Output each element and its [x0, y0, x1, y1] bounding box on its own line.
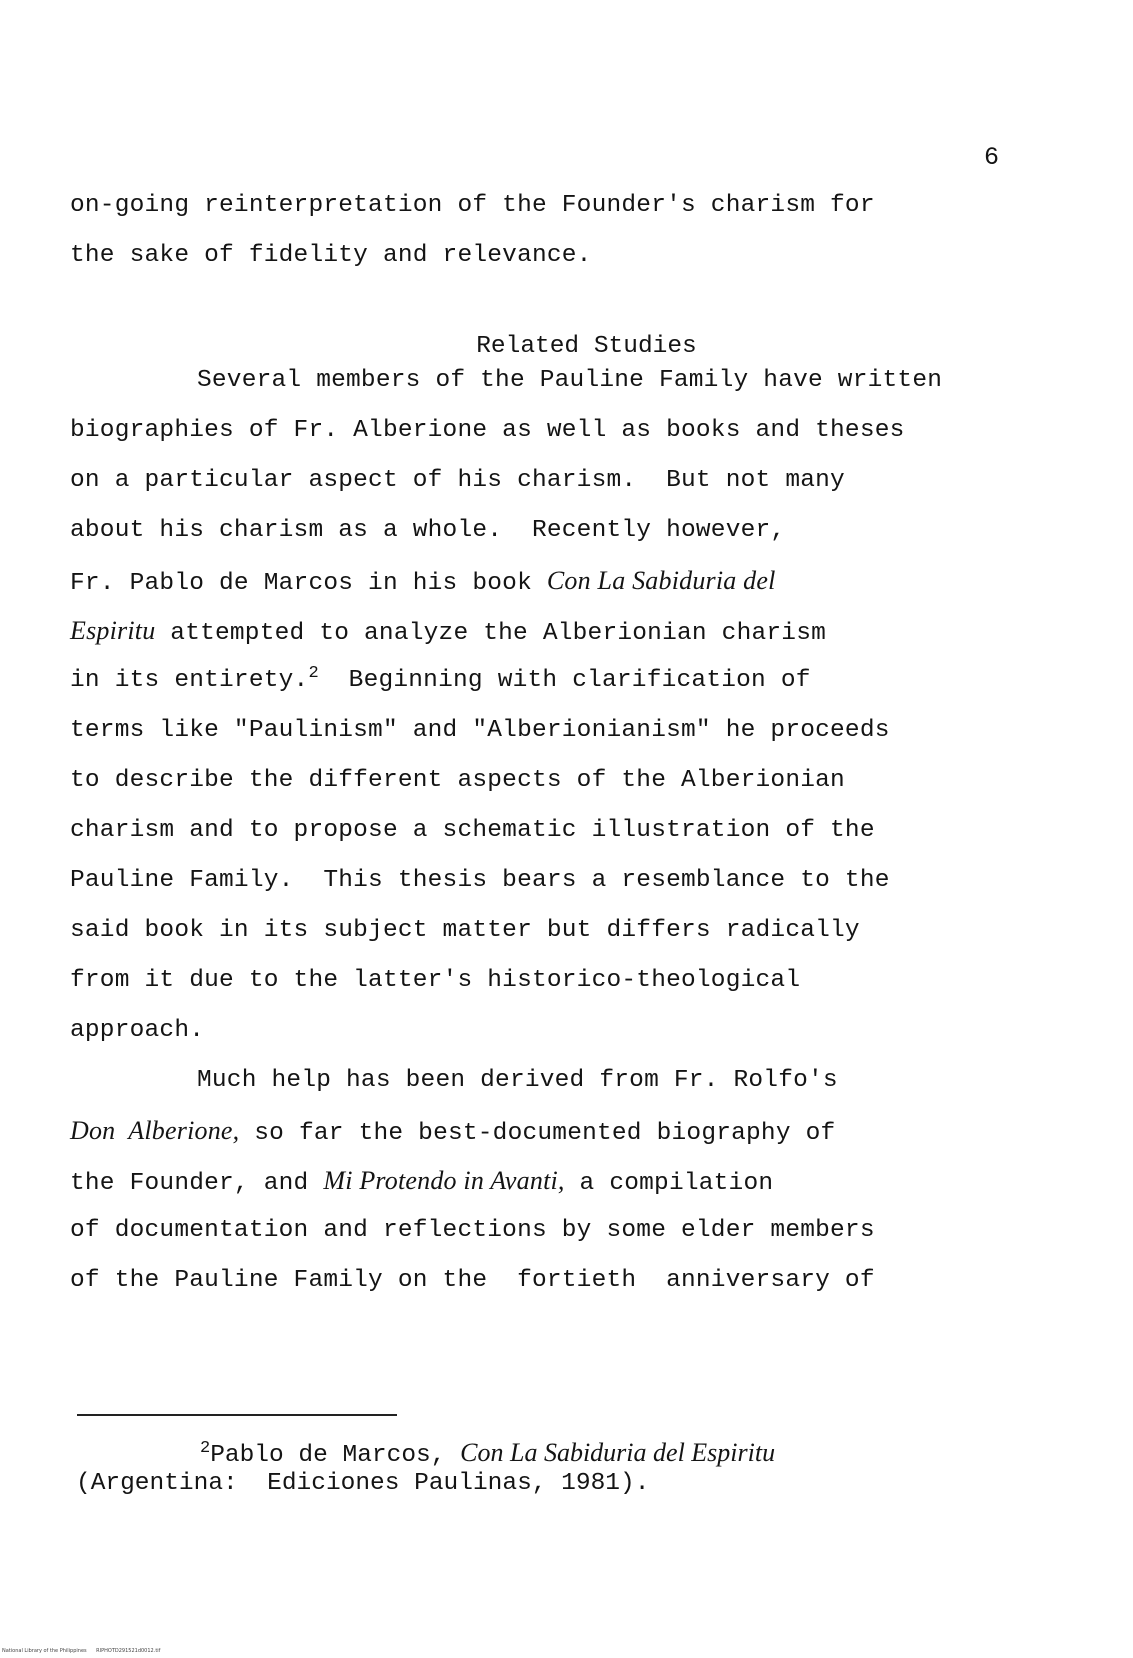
- text-line: [70, 616, 826, 649]
- text-line: [70, 663, 811, 696]
- text-span: attempted to analyze the Alberionian charism: [155, 620, 826, 647]
- text-line: [70, 566, 776, 599]
- text-span: the Founder, and: [70, 1170, 324, 1197]
- text-line: Much help has been derived from Fr. Rolfo's: [197, 1067, 838, 1094]
- text-line: of documentation and reflections by some elder members: [70, 1217, 875, 1244]
- text-span: so far the best-documented biography of: [239, 1120, 836, 1147]
- text-line: on a particular aspect of his charism. But not many: [70, 467, 845, 494]
- book-title: Espiritu: [70, 616, 156, 645]
- text-line: of the Pauline Family on the fortieth anniversary of: [70, 1267, 875, 1294]
- text-line: from it due to the latter's historico-theological: [70, 967, 801, 994]
- text-line: Pauline Family. This thesis bears a resemblance to the: [70, 867, 890, 894]
- footnote-line: [200, 1438, 775, 1471]
- text-line: to describe the different aspects of the Alberionian: [70, 767, 845, 794]
- footnote-reference: 2: [308, 663, 319, 683]
- book-title: Con La Sabiduria del Espiritu: [460, 1438, 776, 1467]
- book-title: Don Alberione,: [70, 1116, 240, 1145]
- footnote-line: (Argentina: Ediciones Paulinas, 1981).: [76, 1470, 650, 1497]
- footnote-divider: [77, 1414, 397, 1416]
- section-heading: Related Studies: [476, 333, 697, 360]
- footnote-marker: 2: [200, 1438, 211, 1458]
- scan-footer: National Library of the Philippines RIPHOTD291521d0012.tif: [2, 1648, 161, 1654]
- page-number: 6: [984, 143, 1000, 172]
- book-title: Mi Protendo in Avanti,: [323, 1166, 565, 1195]
- text-line: on-going reinterpretation of the Founder's charism for: [70, 192, 875, 219]
- text-line: biographies of Fr. Alberione as well as books and theses: [70, 417, 905, 444]
- text-line: approach.: [70, 1017, 205, 1044]
- text-line: the sake of fidelity and relevance.: [70, 242, 592, 269]
- text-line: said book in its subject matter but differs radically: [70, 917, 860, 944]
- text-line: about his charism as a whole. Recently however,: [70, 517, 786, 544]
- text-line: charism and to propose a schematic illustration of the: [70, 817, 875, 844]
- text-line: terms like "Paulinism" and "Alberionianism" he proceeds: [70, 717, 890, 744]
- text-line: [70, 1116, 835, 1149]
- text-span: Pablo de Marcos,: [210, 1442, 461, 1469]
- text-span: Beginning with clarification of: [318, 667, 811, 694]
- text-span: a compilation: [564, 1170, 774, 1197]
- text-line: Several members of the Pauline Family have written: [197, 367, 943, 394]
- text-span: Fr. Pablo de Marcos in his book: [70, 570, 547, 597]
- text-line: [70, 1166, 773, 1199]
- text-span: in its entirety.: [70, 667, 309, 694]
- book-title: Con La Sabiduria del: [546, 566, 776, 595]
